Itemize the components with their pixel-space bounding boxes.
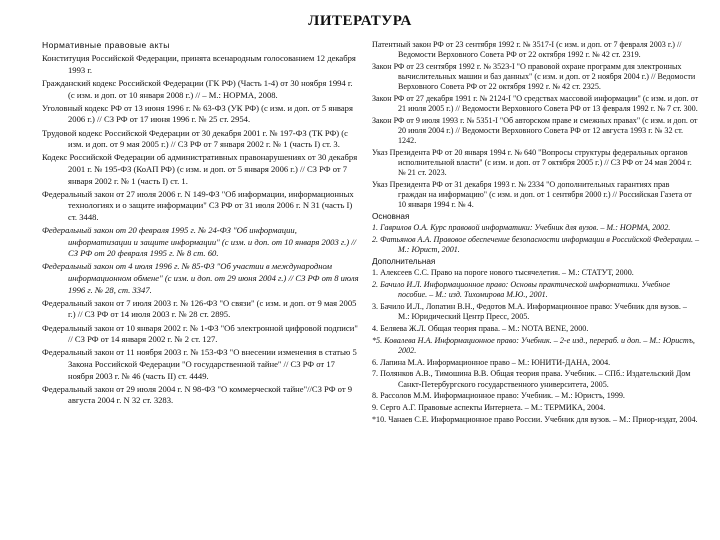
bibliography-entry: Федеральный закон от 10 января 2002 г. № 1-ФЗ "Об электронной цифровой подписи" // СЗ РФ от 14 января 2002 г. № 2 ст. 127. — [42, 322, 358, 345]
bibliography-entry: Конституция Российской Федерации, принята всенародным голосованием 12 декабря 1993 г. — [42, 53, 356, 75]
bibliography-entry: 9. Серго А.Г. Правовые аспекты Интернета. – М.: ТЕРМИКА, 2004. — [372, 403, 606, 413]
bibliography-entry: 4. Беляева Ж.Л. Общая теория права. – М.: NOTA BENE, 2000. — [372, 324, 589, 333]
bibliography-entry: Указ Президента РФ от 31 декабря 1993 г. № 2334 "О дополнительных гарантиях прав граждан на информацию" (с изм. и доп. от 1 сентября 2000 г.) // Российская Газета от 10 января 1994 г. № 4. — [372, 179, 692, 209]
bibliography-entry: Трудовой кодекс Российской Федерации от 30 декабря 2001 г. № 197-ФЗ (ТК РФ) (с изм. и доп. от 9 мая 2005 г.) // СЗ РФ от 7 января 2002 г. № 1 (часть I) ст. 3. — [42, 127, 348, 150]
right-column — [372, 40, 700, 427]
bibliography-entry: 8. Рассолов М.М. Информационное право: Учебник. – М.: Юристъ, 1999. — [372, 391, 625, 401]
left-column — [42, 40, 360, 409]
bibliography-entry: Закон РФ от 9 июля 1993 г. № 5351-I "Об авторском праве и смежных правах" (с изм. и доп. от 20 июля 2004 г.) // Ведомости Верховного Совета РФ от 12 августа 1993 г. № 32 ст. 1242. — [372, 115, 698, 145]
section-heading-main: Основная — [372, 211, 410, 221]
bibliography-entry: *5. Ковалева Н.А. Информационное право: Учебник. – 2-е изд., перераб. и доп. – М.: Юристъ, 2002. — [372, 335, 695, 355]
bibliography-entry: *10. Чанаев С.Е. Информационное право России. Учебник для вузов. – М.: Приор-издат, 2004. — [372, 414, 698, 424]
bibliography-entry: Патентный закон РФ от 23 сентября 1992 г. № 3517-I (с изм. и доп. от 7 февраля 2003 г.) // Ведомости Верховного Совета РФ от 22 октября 1992 г. № 42 ст. 2319. — [372, 40, 682, 60]
bibliography-entry: 6. Лапина М.А. Информационное право – М.: ЮНИТИ-ДАНА, 2004. — [372, 357, 611, 367]
bibliography-entry: Федеральный закон от 4 июля 1996 г. № 85-ФЗ "Об участии в международном информационном обмене" (с изм. и доп. от 29 июня 2004 г.) // СЗ РФ от 8 июля 1996 г. № 28, ст. 3347. — [42, 261, 359, 295]
page-title: ЛИТЕРАТУРА — [308, 13, 412, 29]
bibliography-entry: 7. Полянков А.В., Тимошина В.В. Общая теория права. Учебник. – СПб.: Издательский Дом Санкт-Петербургского государственного университета, 2005. — [372, 369, 691, 389]
bibliography-entry: Указ Президента РФ от 20 января 1994 г. № 640 "Вопросы структуры федеральных органов исполнительной власти" (с изм. и доп. от 7 октября 2005 г.) // СЗ РФ от 24 мая 2004 г. № 21 ст. 2023. — [372, 147, 692, 177]
bibliography-entry: Федеральный закон от 29 июля 2004 г. N 98-ФЗ "О коммерческой тайне"//СЗ РФ от 9 августа 2004 г. N 32 ст. 3283. — [42, 383, 353, 406]
bibliography-entry: 3. Бачило И.Л., Лопатин В.Н., Федотов М.А. Информационное право: Учебник для вузов. – М.: Юридический Центр Пресс, 2005. — [372, 302, 687, 322]
bibliography-entry: Закон РФ от 27 декабря 1991 г. № 2124-I "О средствах массовой информации" (с изм. и доп. от 21 июля 2005 г.) // Ведомости Верховного Совета РФ от 13 февраля 1992 г. № 7 ст. 300. — [372, 93, 699, 113]
bibliography-entry: Федеральный закон от 27 июля 2006 г. N 149-ФЗ "Об информации, информационных технологиях и о защите информации" СЗ РФ от 31 июля 2006 г. N 31 (часть I) ст. 3448. — [42, 188, 354, 222]
section-heading-normative: Нормативные правовые акты — [42, 40, 170, 50]
bibliography-entry: 2. Фатьянов А.А. Правовое обеспечение безопасности информации в Российской Федерации. – М.: Юрист, 2001. — [372, 235, 700, 255]
legal-acts-list — [372, 40, 700, 210]
bibliography-entry: 1. Алексеев С.С. Право на пороге нового тысячелетия. – М.: СТАТУТ, 2000. — [372, 268, 634, 278]
bibliography-entry: 2. Бачило И.Л. Информационное право: Основы практической информатики. Учебное пособие. – М.: изд. Тихомирова М.Ю., 2001. — [372, 280, 671, 300]
bibliography-entry: Федеральный закон от 20 февраля 1995 г. № 24-ФЗ "Об информации, информатизации и защите информации" (с изм. и доп. от 10 января 2003 г.) // СЗ РФ от 20 февраля 1995 г. № 8 ст. 60. — [42, 225, 357, 259]
normative-acts-list — [42, 53, 360, 407]
section-heading-extra: Дополнительная — [372, 256, 436, 266]
bibliography-entry: Федеральный закон от 11 ноября 2003 г. № 153-ФЗ "О внесении изменения в статью 5 Закона Российской Федерации "О государственной тайне" // СЗ РФ от 17 ноября 2003 г. № 46 (часть II) ст. 4449. — [42, 347, 357, 381]
bibliography-entry: Гражданский кодекс Российской Федерации (ГК РФ) (Часть 1-4) от 30 ноября 1994 г. (с изм. и доп. от 10 января 2008 г.) // – М.: НОРМА, 2008. — [42, 77, 353, 100]
bibliography-entry: Уголовный кодекс РФ от 13 июня 1996 г. № 63-ФЗ (УК РФ) (с изм. и доп. от 5 января 2006 г.) // СЗ РФ от 17 июня 1996 г. № 25 ст. 2954. — [42, 102, 353, 125]
bibliography-entry: Кодекс Российской Федерации об административных правонарушениях от 30 декабря 2001 г. № 195-ФЗ (КоАП РФ) (с изм. и доп. от 5 января 2006 г.) // СЗ РФ от 7 января 2002 г. № 1 (часть I) ст. 1. — [42, 152, 358, 186]
bibliography-entry: Закон РФ от 23 сентября 1992 г. № 3523-I "О правовой охране программ для электронных вычислительных машин и баз данных" (с изм. и доп. от 2 ноября 2004 г.) // Ведомости Верховного Совета РФ от 22 октября 1992 г. № 42 ст. 2325. — [372, 61, 696, 92]
extra-literature-list — [372, 268, 700, 425]
main-literature-list — [372, 223, 700, 255]
bibliography-entry: Федеральный закон от 7 июля 2003 г. № 126-ФЗ "О связи" (с изм. и доп. от 9 мая 2005 г.) // СЗ РФ от 14 июля 2003 г. № 28 ст. 2895. — [42, 297, 357, 320]
bibliography-entry: 1. Гаврилов О.А. Курс правовой информатики: Учебник для вузов. – М.: НОРМА, 2002. — [372, 223, 671, 233]
